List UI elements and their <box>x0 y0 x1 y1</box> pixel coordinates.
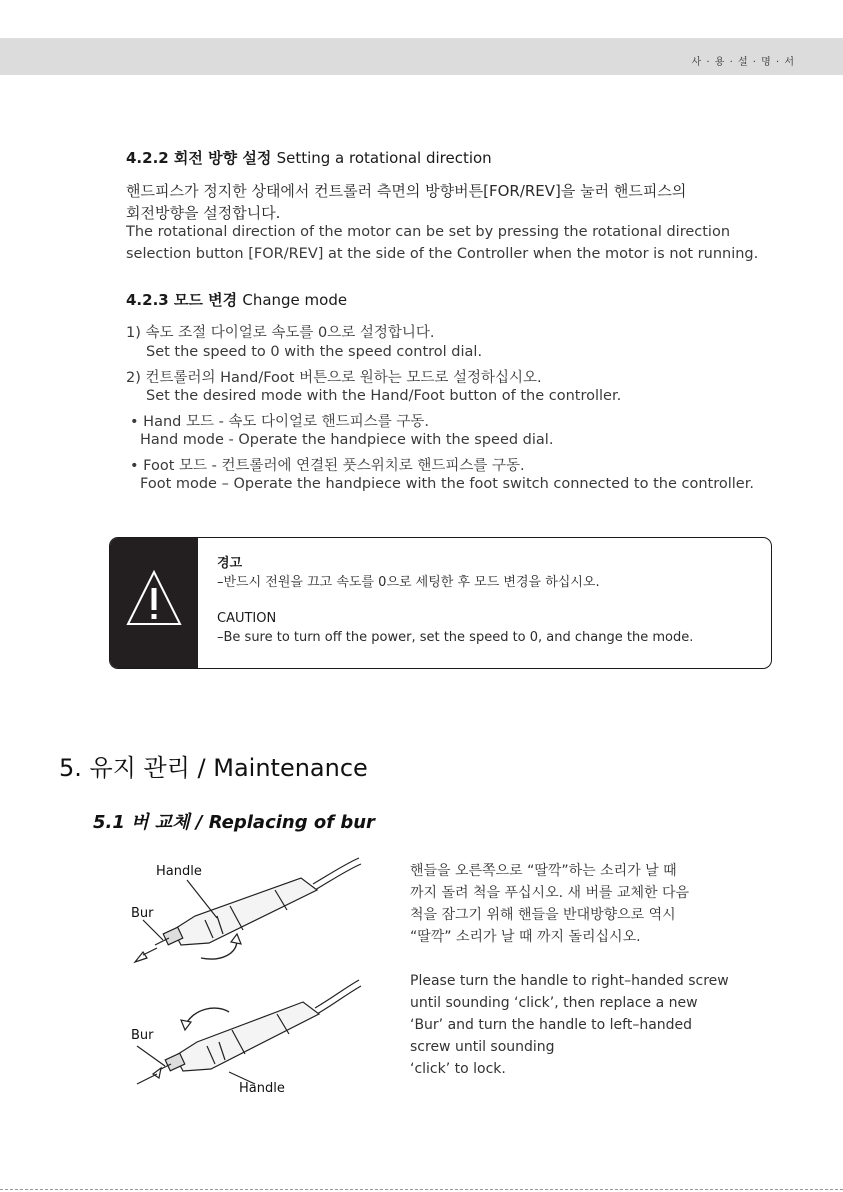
hand-mode-en: Hand mode - Operate the handpiece with the speed dial. <box>140 432 554 448</box>
section-4-2-2-heading <box>126 147 492 168</box>
instruction-line: until sounding ‘click’, then replace a new <box>410 995 698 1011</box>
heading-ko: 4.2.2 회전 방향 설정 <box>126 149 272 167</box>
instruction-line: screw until sounding <box>410 1039 555 1055</box>
bur-label: Bur <box>131 906 154 921</box>
instruction-line: 핸들을 오른쪽으로 “딸깍”하는 소리가 날 때 <box>410 863 677 879</box>
instruction-line: 까지 돌려 척을 푸십시오. 새 버를 교체한 다음 <box>410 885 690 901</box>
paragraph-ko-line: 회전방향을 설정합니다. <box>126 204 281 222</box>
instruction-line: “딸깍” 소리가 날 때 까지 돌리십시오. <box>410 929 641 945</box>
figure-loosen-handpiece <box>125 850 365 965</box>
bur-instructions-ko <box>410 860 689 948</box>
mode-step-2-en: Set the desired mode with the Hand/Foot button of the controller. <box>146 388 622 404</box>
paragraph-en-line: selection button [FOR/REV] at the side of the Controller when the motor is not running. <box>126 246 759 262</box>
handle-label: Handle <box>239 1081 285 1096</box>
page-bottom-rule <box>0 1189 843 1190</box>
heading-en: Setting a rotational direction <box>276 149 492 167</box>
section-5-1-title: 5.1 버 교체 / Replacing of bur <box>93 812 375 833</box>
document-type-label: 사 · 용 · 설 · 명 · 서 <box>691 57 795 68</box>
mode-step-1-en: Set the speed to 0 with the speed control dial. <box>146 344 483 360</box>
instruction-line: ‘click’ to lock. <box>410 1061 506 1077</box>
mode-step-1: 1) 속도 조절 다이얼로 속도를 0으로 설정합니다. <box>126 325 435 341</box>
heading-ko: 4.2.3 모드 변경 <box>126 291 238 309</box>
paragraph-ko-line: 핸드피스가 정지한 상태에서 컨트롤러 측면의 방향버튼[FOR/REV]을 눌러 핸드피스의 <box>126 182 687 200</box>
bur-label: Bur <box>131 1028 154 1043</box>
warning-title-ko: 경고 <box>217 556 243 571</box>
caution-text: –Be sure to turn off the power, set the speed to 0, and change the mode. <box>217 630 694 645</box>
warning-icon-panel <box>110 538 198 668</box>
hand-mode-bullet: • Hand 모드 - 속도 다이얼로 핸드피스를 구동. <box>130 414 429 430</box>
foot-mode-bullet: • Foot 모드 - 컨트롤러에 연결된 풋스위치로 핸드피스를 구동. <box>130 458 525 474</box>
warning-box <box>109 537 772 669</box>
foot-mode-en: Foot mode – Operate the handpiece with the foot switch connected to the controller. <box>140 476 754 492</box>
warning-triangle-icon <box>126 568 182 632</box>
instruction-line: ‘Bur’ and turn the handle to left–handed <box>410 1017 693 1033</box>
caution-title: CAUTION <box>217 611 277 626</box>
section-4-2-3-heading <box>126 289 347 310</box>
bur-instructions-en <box>410 970 729 1080</box>
handle-label: Handle <box>156 864 202 879</box>
warning-text-ko: –반드시 전원을 끄고 속도를 0으로 세팅한 후 모드 변경을 하십시오. <box>217 575 600 590</box>
figure-lock-handpiece <box>125 972 365 1097</box>
instruction-line: Please turn the handle to right–handed screw <box>410 973 729 989</box>
instruction-line: 척을 잠그기 위해 핸들을 반대방향으로 역시 <box>410 907 676 923</box>
mode-step-2: 2) 컨트롤러의 Hand/Foot 버튼으로 원하는 모드로 설정하십시오. <box>126 370 542 386</box>
heading-en: Change mode <box>242 291 348 309</box>
paragraph-en-line: The rotational direction of the motor can be set by pressing the rotational direction <box>126 224 731 240</box>
section-5-title: 5. 유지 관리 / Maintenance <box>59 754 368 782</box>
